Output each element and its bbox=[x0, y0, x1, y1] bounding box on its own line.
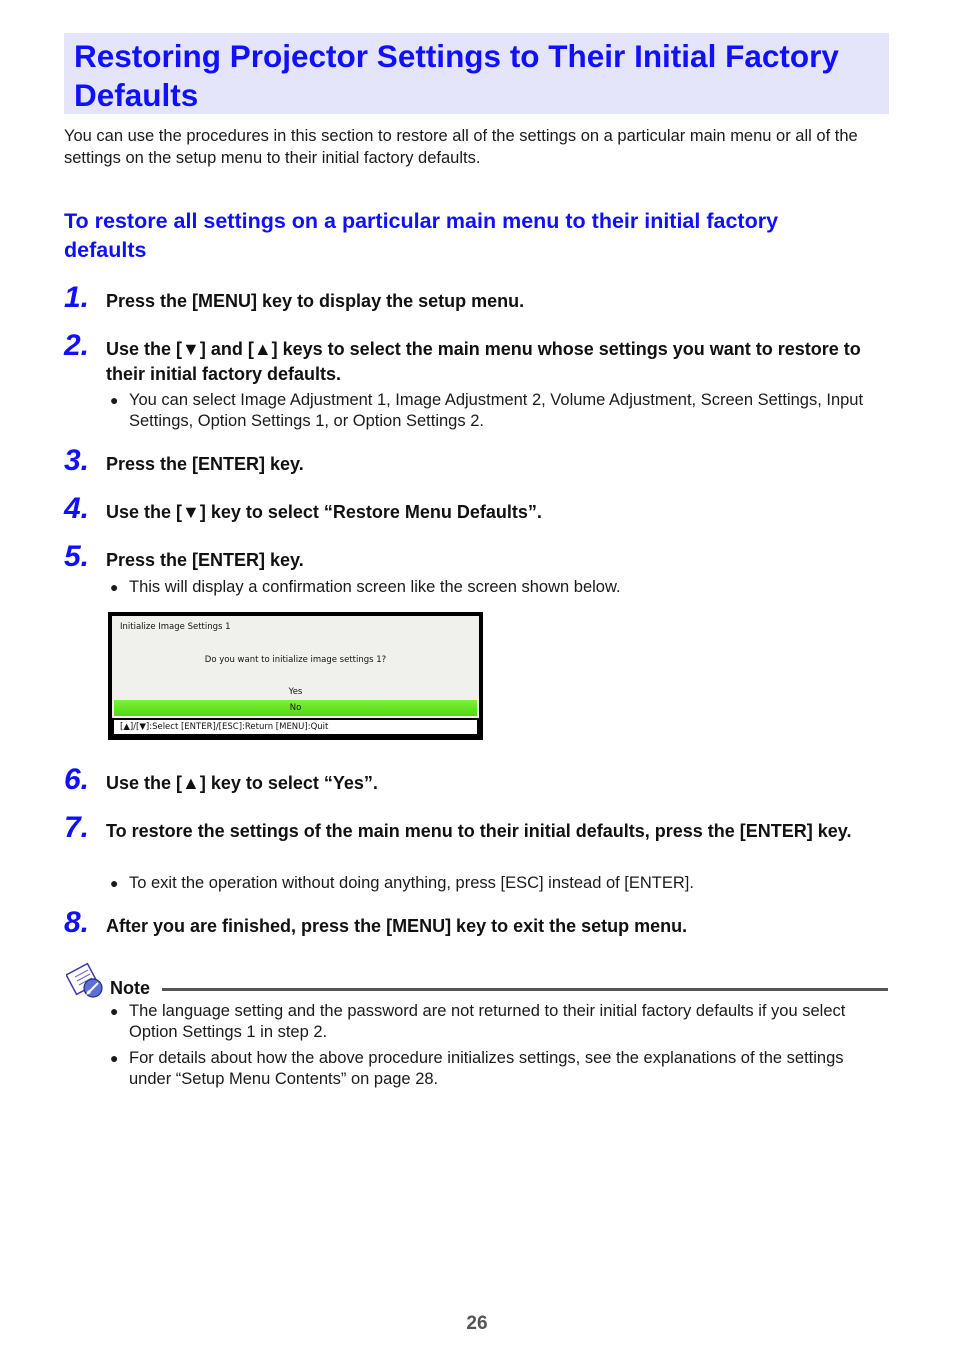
note-divider bbox=[162, 988, 888, 991]
step-number: 5. bbox=[64, 540, 90, 573]
step-number: 3. bbox=[64, 444, 90, 477]
step-number: 8. bbox=[64, 906, 90, 939]
note-item bbox=[110, 1048, 880, 1090]
bullet-dot-icon: ● bbox=[110, 392, 119, 408]
step-text: Press the [ENTER] key. bbox=[106, 454, 304, 474]
title-banner bbox=[64, 33, 889, 114]
step-number: 6. bbox=[64, 763, 90, 796]
dialog-no-option-selected: No bbox=[114, 700, 477, 716]
step-4 bbox=[64, 492, 884, 525]
step-text: After you are finished, press the [MENU] key to exit the setup menu. bbox=[106, 916, 688, 936]
bullet-text: To exit the operation without doing anything, press [ESC] instead of [ENTER]. bbox=[129, 874, 694, 892]
step-number: 1. bbox=[64, 281, 90, 314]
step-text: Press the [ENTER] key. bbox=[106, 550, 304, 570]
dialog-title: Initialize Image Settings 1 bbox=[120, 622, 231, 632]
bullet-dot-icon: ● bbox=[110, 579, 119, 595]
bullet-text: You can select Image Adjustment 1, Image Adjustment 2, Volume Adjustment, Screen Settings, Input Settings, Option Settings 1, or Option Settings 2. bbox=[129, 391, 864, 430]
dialog-footer bbox=[112, 718, 479, 736]
step-7 bbox=[64, 811, 884, 844]
dialog-yes-option: Yes bbox=[288, 687, 303, 697]
page-title: Restoring Projector Settings to Their Initial Factory Defaults bbox=[74, 38, 839, 113]
step-number: 7. bbox=[64, 811, 90, 844]
bullet-dot-icon: ● bbox=[110, 1003, 119, 1019]
step-6 bbox=[64, 763, 884, 796]
confirmation-dialog-screenshot bbox=[108, 612, 483, 740]
intro-paragraph: You can use the procedures in this section to restore all of the settings on a particular main menu or all of the settings on the setup menu to their initial factory defaults. bbox=[64, 127, 858, 167]
step-5 bbox=[64, 540, 884, 573]
bullet-dot-icon: ● bbox=[110, 875, 119, 891]
dialog-body bbox=[112, 616, 479, 736]
step-number: 4. bbox=[64, 492, 90, 525]
bullet-item bbox=[110, 873, 880, 894]
note-label: Note bbox=[110, 978, 150, 998]
page-number: 26 bbox=[466, 1313, 488, 1334]
step-1 bbox=[64, 281, 884, 314]
note-text: The language setting and the password are not returned to their initial factory defaults if you select Option Settings 1 in step 2. bbox=[129, 1002, 846, 1041]
step-text: To restore the settings of the main menu to their initial defaults, press the [ENTER] key. bbox=[106, 821, 852, 841]
step-text: Use the [▲] key to select “Yes”. bbox=[106, 773, 378, 793]
dialog-question: Do you want to initialize image settings 1? bbox=[204, 655, 387, 665]
note-item bbox=[110, 1001, 880, 1043]
step-8 bbox=[64, 906, 884, 939]
step-number: 2. bbox=[64, 329, 90, 362]
bullet-text: This will display a confirmation screen like the screen shown below. bbox=[129, 578, 621, 596]
step-text: Press the [MENU] key to display the setup menu. bbox=[106, 291, 525, 311]
step-text: Use the [▼] and [▲] keys to select the main menu whose settings you want to restore to their initial factory defaults. bbox=[106, 339, 861, 384]
step-3 bbox=[64, 444, 884, 477]
bullet-dot-icon: ● bbox=[110, 1050, 119, 1066]
step-2 bbox=[64, 329, 884, 387]
dialog-key-guide: [▲]/[▼]:Select [ENTER]/[ESC]:Return [MENU]:Quit bbox=[114, 720, 477, 734]
step-text: Use the [▼] key to select “Restore Menu Defaults”. bbox=[106, 502, 542, 522]
section-subheading: To restore all settings on a particular main menu to their initial factory defaults bbox=[64, 209, 779, 262]
notepad-pencil-icon bbox=[66, 962, 106, 1000]
note-text: For details about how the above procedure initializes settings, see the explanations of the settings under “Setup Menu Contents” on page 28. bbox=[129, 1049, 844, 1088]
bullet-item bbox=[110, 577, 880, 598]
bullet-item bbox=[110, 390, 880, 432]
